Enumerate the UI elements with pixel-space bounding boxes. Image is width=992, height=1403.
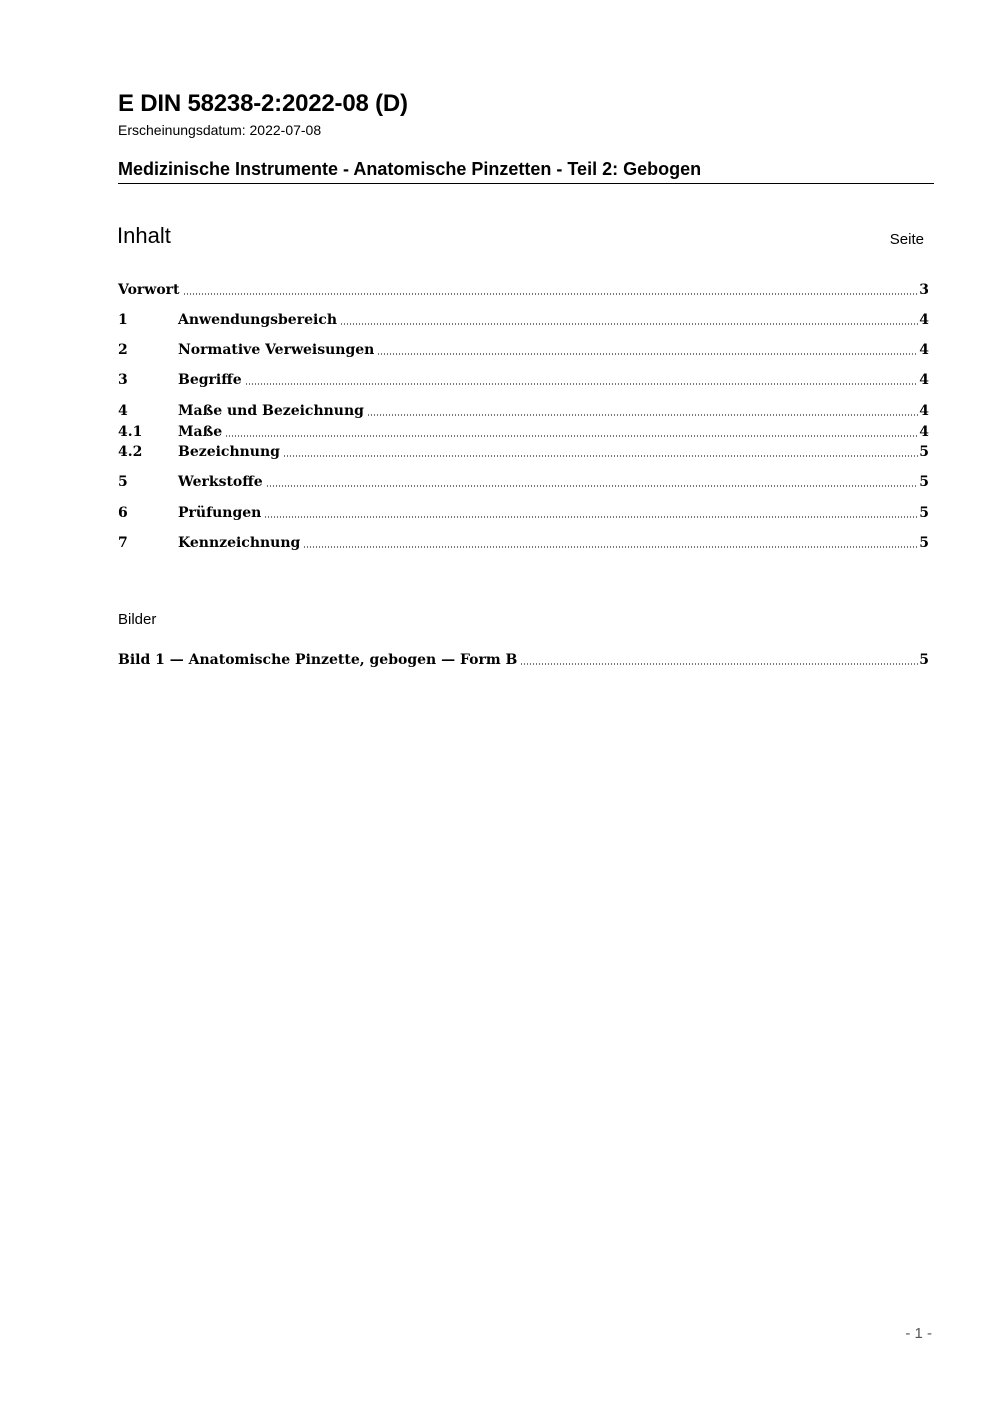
figure-entry-title: Bild 1 — Anatomische Pinzette, gebogen — Form B	[118, 652, 518, 668]
toc-leader-dots	[520, 663, 918, 665]
toc-entry-masse[interactable]	[118, 423, 929, 441]
toc-entry-page: 4	[919, 372, 929, 388]
toc-entry-number: 4.1	[118, 424, 143, 440]
toc-entry-page: 5	[919, 444, 929, 460]
toc-heading: Inhalt	[117, 223, 171, 248]
toc-entry-masse-und-bezeichnung[interactable]	[118, 402, 929, 420]
toc-entry-title: Maße und Bezeichnung	[178, 403, 364, 419]
toc-entry-number: 1	[118, 312, 128, 328]
toc-leader-dots	[367, 414, 918, 416]
toc-entry-title: Bezeichnung	[178, 444, 280, 460]
toc-leader-dots	[283, 455, 918, 457]
figure-entry-page: 5	[919, 652, 929, 668]
toc-entry-title: Normative Verweisungen	[178, 342, 375, 358]
toc-entry-number: 4	[118, 403, 128, 419]
toc-entry-page: 4	[919, 403, 929, 419]
toc-entry-page: 5	[919, 505, 929, 521]
toc-entry-page: 4	[919, 312, 929, 328]
toc-entry-page: 5	[919, 474, 929, 490]
toc-entry-title: Werkstoffe	[178, 474, 263, 490]
toc-entry-title: Maße	[178, 424, 223, 440]
toc-entry-begriffe[interactable]	[118, 371, 929, 389]
toc-leader-dots	[340, 323, 918, 325]
toc-entry-title: Kennzeichnung	[178, 535, 301, 551]
toc-leader-dots	[225, 435, 918, 437]
toc-entry-title: Begriffe	[178, 372, 242, 388]
toc-entry-title: Anwendungsbereich	[178, 312, 337, 328]
toc-entry-vorwort[interactable]	[118, 281, 929, 299]
toc-entry-number: 2	[118, 342, 128, 358]
toc-entry-title: Vorwort	[118, 282, 180, 298]
page-column-label: Seite	[889, 231, 924, 248]
toc-leader-dots	[183, 293, 919, 295]
toc-entry-page: 5	[919, 535, 929, 551]
toc-entry-title: Prüfungen	[178, 505, 262, 521]
document-title: Medizinische Instrumente - Anatomische Pinzetten - Teil 2: Gebogen	[118, 159, 702, 179]
toc-entry-number: 3	[118, 372, 128, 388]
toc-entry-page: 4	[919, 424, 929, 440]
toc-entry-page: 4	[919, 342, 929, 358]
toc-entry-number: 5	[118, 474, 128, 490]
document-id: E DIN 58238-2:2022-08 (D)	[118, 90, 408, 117]
toc-leader-dots	[377, 353, 918, 355]
toc-leader-dots	[303, 546, 918, 548]
page-number: - 1 -	[905, 1325, 932, 1342]
toc-leader-dots	[264, 516, 918, 518]
figure-entry-bild-1[interactable]	[118, 651, 929, 669]
issue-date: Erscheinungsdatum: 2022-07-08	[118, 122, 322, 138]
toc-entry-kennzeichnung[interactable]	[118, 534, 929, 552]
toc-entry-normative-verweisungen[interactable]	[118, 341, 929, 359]
toc-leader-dots	[266, 485, 919, 487]
toc-entry-bezeichnung[interactable]	[118, 443, 929, 461]
figures-heading: Bilder	[118, 611, 157, 628]
toc-entry-number: 4.2	[118, 444, 143, 460]
toc-entry-number: 7	[118, 535, 128, 551]
toc-entry-page: 3	[919, 282, 929, 298]
toc-entry-pruefungen[interactable]	[118, 504, 929, 522]
toc-entry-anwendungsbereich[interactable]	[118, 311, 929, 329]
toc-entry-werkstoffe[interactable]	[118, 473, 929, 491]
toc-entry-number: 6	[118, 505, 128, 521]
title-divider	[118, 183, 934, 184]
toc-leader-dots	[245, 383, 919, 385]
